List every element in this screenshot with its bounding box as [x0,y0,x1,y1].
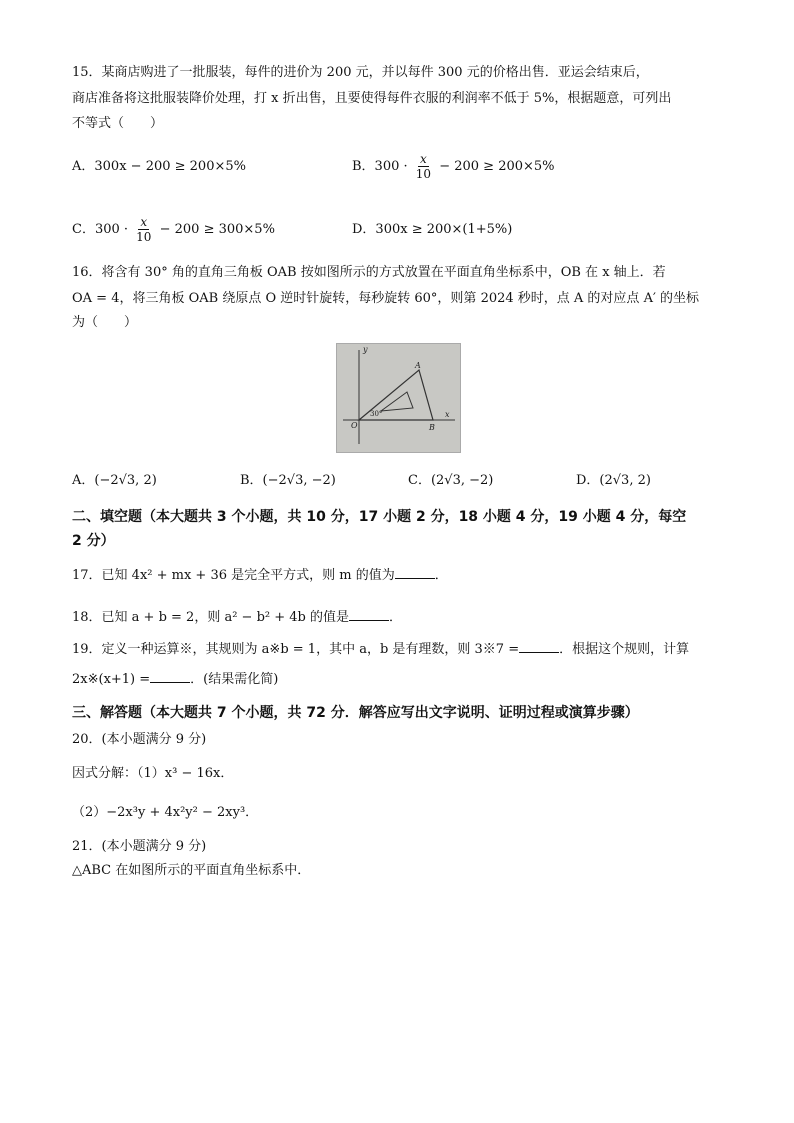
section-2-heading-line1: 二、填空题（本大题共 3 个小题，共 10 分，17 小题 2 分，18 小题 4 分，19 小题 4 分，每空 [72,509,687,525]
x-axis-label: x [445,410,450,419]
q16-line3: 为（ ） [72,315,138,330]
q15-line3: 不等式（ ） [72,116,164,131]
q20-line3: （2）−2x³y + 4x²y² − 2xy³． [72,805,259,820]
q18-answer-blank[interactable] [349,608,389,621]
q15-option-b[interactable] [352,150,555,184]
q16-line2: OA = 4，将三角板 OAB 绕原点 O 逆时针旋转，每秒旋转 60°，则第 2024 秒时，点 A 的对应点 A′ 的坐标 [72,291,700,306]
q16-line1: 16．将含有 30° 角的直角三角板 OAB 按如图所示的方式放置在平面直角坐标系中，OB 在 x 轴上．若 [72,265,666,280]
q20-line2: 因式分解：（1）x³ − 16x． [72,766,234,781]
q15-option-b-prefix: B．300 · [352,159,408,174]
angle-label: 30° [370,410,383,418]
q20-line1: 20．(本小题满分 9 分) [72,732,207,747]
q17 [72,566,448,585]
q18 [72,608,402,627]
q16-option-c[interactable]: C．(2√3, −2) [408,473,494,488]
q15-option-d[interactable]: D．300x ≥ 200×(1+5%) [352,222,513,237]
q17-end: ． [434,568,448,583]
q19-answer-blank-2[interactable] [150,670,190,683]
q21-line2: △ABC 在如图所示的平面直角坐标系中． [72,863,311,878]
point-a-label: A [415,361,421,370]
q19-line2 [72,670,278,689]
q17-text: 17．已知 4x² + mx + 36 是完全平方式，则 m 的值为 [72,568,395,583]
q15-option-b-fraction [414,152,433,181]
section-3-heading: 三、解答题（本大题共 7 个小题，共 72 分．解答应写出文字说明、证明过程或演算步骤） [72,705,639,721]
q19-line2-text: 2x※(x+1) = [72,672,151,687]
q15-line1: 15．某商店购进了一批服装，每件的进价为 200 元，并以每件 300 元的价格出售．亚运会结束后， [72,65,649,80]
q15-line2: 商店准备将这批服装降价处理，打 x 折出售，且要使得每件衣服的利润率不低于 5%，根据题意，可列出 [72,91,672,106]
section-2-heading-line2: 2 分） [72,533,115,549]
q18-end: ． [389,610,403,625]
origin-label: O [351,421,358,430]
fraction-denominator: 10 [415,167,432,181]
q19-mid: ．根据这个规则，计算 [559,642,690,657]
y-axis-label: y [363,345,368,354]
q15-option-c-prefix: C．300 · [72,222,129,237]
q16-option-d[interactable]: D．(2√3, 2) [576,473,651,488]
triangle-figure [336,343,461,453]
q17-answer-blank[interactable] [395,566,435,579]
fraction-denominator: 10 [136,230,152,244]
q15-option-b-suffix: − 200 ≥ 200×5% [439,159,555,174]
q19-text: 19．定义一种运算※，其规则为 a※b = 1，其中 a，b 是有理数，则 3※7 = [72,642,520,657]
q15-option-c-suffix: − 200 ≥ 300×5% [159,222,275,237]
q19-line2-end: ．(结果需化简) [190,672,279,687]
q21-line1: 21．(本小题满分 9 分) [72,839,207,854]
inner-triangle [381,392,413,411]
q16-option-a[interactable]: A．(−2√3, 2) [72,473,157,488]
point-b-label: B [429,423,435,432]
q15-option-c[interactable] [72,213,275,247]
coordinate-diagram [337,344,460,452]
fraction-numerator: x [420,152,427,166]
q18-text: 18．已知 a + b = 2，则 a² − b² + 4b 的值是 [72,610,349,625]
q15-option-c-fraction [134,215,153,244]
fraction-numerator: x [140,215,148,229]
q15-option-a[interactable]: A．300x − 200 ≥ 200×5% [72,159,246,174]
q16-option-b[interactable]: B．(−2√3, −2) [240,473,336,488]
q19-answer-blank-1[interactable] [519,640,559,653]
q19-line1 [72,640,689,659]
